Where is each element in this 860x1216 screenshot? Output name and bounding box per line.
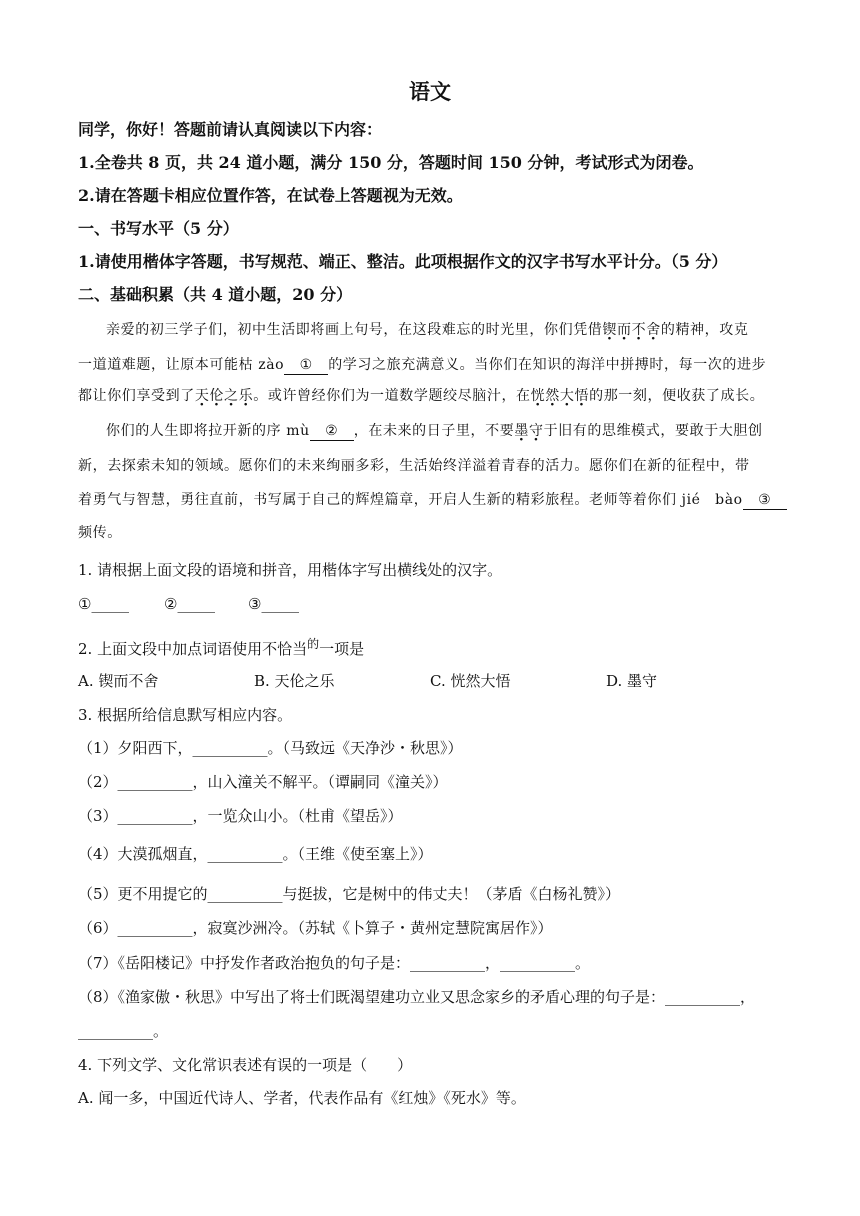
q3-item: （5）更不用提它的__________与挺拔，它是树中的伟丈夫！（茅盾《白杨礼赞》） xyxy=(78,885,621,903)
q2-stem-text: 2. 上面文段中加点词语使用不恰当 xyxy=(78,640,308,658)
q1-stem: 1. 请根据上面文段的语境和拼音，用楷体字写出横线处的汉字。 xyxy=(78,561,503,579)
notice-greeting: 同学，你好！答题前请认真阅读以下内容： xyxy=(78,120,383,139)
passage-text: 的那一刻，便收获了成长。 xyxy=(589,388,765,404)
q3-item: （2）__________，山入潼关不解平。（谭嗣同《潼关》） xyxy=(78,773,448,791)
section1-heading: 一、书写水平（5 分） xyxy=(78,219,239,238)
q2-stem-sup: 的 xyxy=(307,637,320,651)
passage-line: 新，去探索未知的领域。愿你们的未来绚丽多彩，生活始终洋溢着青春的活力。愿你们在新的征程中，带 xyxy=(78,458,750,474)
q3-stem: 3. 根据所给信息默写相应内容。 xyxy=(78,706,293,724)
dotted-word-2: 天伦之乐 xyxy=(194,388,254,404)
q3-item: （7）《岳阳楼记》中抒发作者政治抱负的句子是：__________，__________。 xyxy=(78,954,591,972)
q4-option-a[interactable]: A. 闻一多，中国近代诗人、学者，代表作品有《红烛》《死水》等。 xyxy=(78,1089,526,1107)
q2-option-b[interactable]: B. 天伦之乐 xyxy=(254,672,335,690)
q1-blank-1[interactable]: ①_____ xyxy=(78,595,129,613)
passage-text: 都让你们享受到了 xyxy=(78,388,195,404)
dotted-word-4: 墨守 xyxy=(514,423,544,439)
passage-line: 频传。 xyxy=(78,525,122,541)
blank-1[interactable]: ① xyxy=(284,356,328,375)
q3-item: （6）__________，寂寞沙洲冷。（苏轼《卜算子・黄州定慧院寓居作》） xyxy=(78,919,553,937)
q1-blank-3[interactable]: ③_____ xyxy=(248,595,299,613)
passage-text: 于旧有的思维模式，要敢于大胆创 xyxy=(543,423,763,439)
q2-options xyxy=(78,671,657,691)
q1-blank-2[interactable]: ②_____ xyxy=(164,595,215,613)
passage-text: 一道道难题，让原本可能枯 zào xyxy=(78,357,285,373)
passage-text: ，在未来的日子里，不要 xyxy=(353,423,515,439)
q3-item: （8）《渔家傲・秋思》中写出了将士们既渴望建功立业又思念家乡的矛盾心理的句子是：__________， xyxy=(78,988,756,1006)
passage-text: 亲爱的初三学子们，初中生活即将画上句号，在这段难忘的时光里，你们凭借 xyxy=(106,322,603,338)
passage-line xyxy=(78,386,764,406)
q2-option-c[interactable]: C. 恍然大悟 xyxy=(430,672,511,690)
dotted-word-1: 锲而不舍 xyxy=(602,322,661,338)
passage-line xyxy=(78,355,766,375)
notice-rule-2: 2.请在答题卡相应位置作答，在试卷上答题视为无效。 xyxy=(78,186,463,205)
section1-instruction: 1.请使用楷体字答题，书写规范、端正、整洁。此项根据作文的汉字书写水平计分。（5 分） xyxy=(78,252,728,271)
q3-item: （1）夕阳西下，__________。（马致远《天净沙・秋思》） xyxy=(78,739,463,757)
section2-heading: 二、基础积累（共 4 道小题，20 分） xyxy=(78,285,353,304)
passage-line xyxy=(78,490,787,510)
q2-stem xyxy=(78,634,364,659)
q3-item: （3）__________，一览众山小。（杜甫《望岳》） xyxy=(78,807,403,825)
passage-line xyxy=(106,421,763,441)
q2-stem-text: 一项是 xyxy=(319,640,365,658)
page-title: 语文 xyxy=(409,79,451,104)
passage-text: 的精神，攻克 xyxy=(660,322,749,338)
q1-blanks xyxy=(78,594,299,614)
blank-2[interactable]: ② xyxy=(310,422,354,441)
passage-text: 你们的人生即将拉开新的序 mù xyxy=(106,423,310,439)
q3-item: __________。 xyxy=(78,1022,169,1040)
q2-option-d[interactable]: D. 墨守 xyxy=(606,672,658,690)
q3-item: （4）大漠孤烟直，__________。（王维《使至塞上》） xyxy=(78,845,433,863)
notice-rule-1: 1.全卷共 8 页，共 24 道小题，满分 150 分，答题时间 150 分钟，考试形式为闭卷。 xyxy=(78,153,704,172)
q2-option-a[interactable]: A. 锲而不舍 xyxy=(78,672,159,690)
passage-text: 。或许曾经你们为一道数学题绞尽脑汁，在 xyxy=(253,388,531,404)
dotted-word-3: 恍然大悟 xyxy=(530,388,590,404)
passage-text: 的学习之旅充满意义。当你们在知识的海洋中拼搏时，每一次的进步 xyxy=(328,357,767,373)
q4-stem: 4. 下列文学、文化常识表述有误的一项是（ ） xyxy=(78,1056,413,1074)
blank-3[interactable]: ③ xyxy=(743,491,787,510)
passage-line xyxy=(106,320,748,340)
passage-text: 着勇气与智慧，勇往直前，书写属于自己的辉煌篇章，开启人生新的精彩旅程。老师等着你们 jié bào xyxy=(78,492,743,508)
